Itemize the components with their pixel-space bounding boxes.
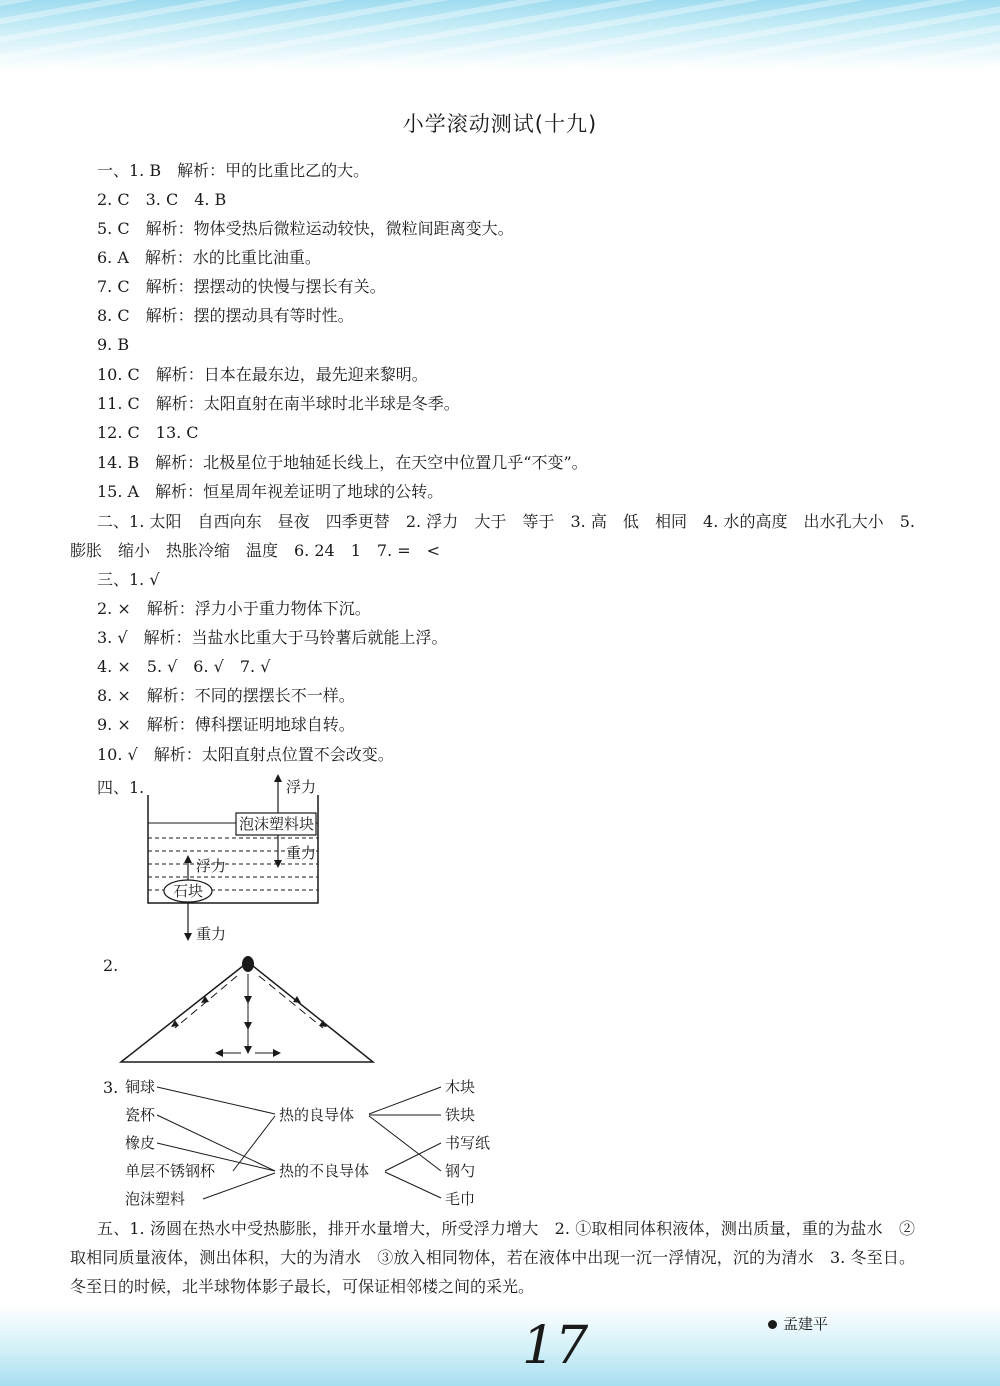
match-line bbox=[385, 1143, 441, 1171]
answer-line: 8. × 解析：不同的摆摆长不一样。 bbox=[97, 686, 355, 705]
answer-line: 14. B 解析：北极星位于地轴延长线上，在天空中位置几乎“不变”。 bbox=[97, 453, 588, 472]
left-item: 单层不锈钢杯 bbox=[125, 1162, 216, 1180]
answer-line: 15. A 解析：恒星周年视差证明了地球的公转。 bbox=[97, 482, 444, 501]
arrow-head bbox=[244, 996, 252, 1004]
arrow-head bbox=[201, 996, 209, 1003]
stone-label: 石块 bbox=[173, 882, 204, 900]
answer-line: 9. B bbox=[97, 335, 130, 354]
answer-line: 9. × 解析：傅科摆证明地球自转。 bbox=[97, 715, 355, 734]
arrow-head bbox=[244, 1046, 252, 1054]
right-item: 毛巾 bbox=[445, 1190, 476, 1208]
answer-line: 8. C 解析：摆的摆动具有等时性。 bbox=[97, 306, 354, 325]
right-item: 木块 bbox=[445, 1078, 476, 1096]
q4-2-label: 2. bbox=[103, 956, 119, 975]
match-line bbox=[369, 1116, 441, 1171]
left-item: 铜球 bbox=[125, 1078, 156, 1096]
section-5: 五、1. 汤圆在热水中受热膨胀，排开水量增大，所受浮力增大 2. ①取相同体积液体，测出质量，重的为盐水 ②取相同质量液体，测出体积，大的为清水 ③放入相同物体，若在液体中出现一沉一浮情况，沉的为清水 3. 冬至日。冬至日的时候，北半球物体影子最长，可保证相邻楼之间的采光。 bbox=[70, 1219, 915, 1296]
arrow-head bbox=[273, 1049, 281, 1057]
answer-line: 12. C 13. C bbox=[97, 423, 199, 442]
answer-line: 10. C 解析：日本在最东边，最先迎来黎明。 bbox=[97, 365, 428, 384]
answer-line: 4. × 5. √ 6. √ 7. √ bbox=[97, 657, 271, 676]
bottom-decorative-band bbox=[0, 1306, 1000, 1386]
section-2: 二、1. 太阳 自西向东 昼夜 四季更替 2. 浮力 大于 等于 3. 高 低 相同 4. 水的高度 出水孔大小 5. 膨胀 缩小 热胀冷缩 温度 6. 24 1 7. = < bbox=[70, 512, 915, 560]
answer-line: 3. √ 解析：当盐水比重大于马铃薯后就能上浮。 bbox=[97, 628, 448, 647]
q4-1-label: 四、1. bbox=[97, 778, 145, 797]
left-item: 橡皮 bbox=[125, 1134, 156, 1152]
page-number: 17 bbox=[522, 1316, 589, 1376]
stone-buoyancy-label: 浮力 bbox=[196, 857, 227, 875]
answer-line: 2. × 解析：浮力小于重力物体下沉。 bbox=[97, 599, 371, 618]
top-decorative-band bbox=[0, 0, 1000, 70]
bullet-icon bbox=[768, 1320, 777, 1329]
right-item: 铁块 bbox=[445, 1106, 476, 1124]
foam-buoyancy-label: 浮力 bbox=[286, 778, 317, 796]
heat-conduction-diagram bbox=[115, 950, 385, 1070]
left-item: 瓷杯 bbox=[125, 1106, 156, 1124]
answer-line: 5. C 解析：物体受热后微粒运动较快，微粒间距离变大。 bbox=[97, 219, 514, 238]
arrow-head bbox=[184, 855, 192, 863]
right-item: 书写纸 bbox=[445, 1134, 491, 1152]
middle-item: 热的良导体 bbox=[279, 1106, 355, 1124]
arrow-head bbox=[244, 1022, 252, 1030]
middle-item: 热的不良导体 bbox=[279, 1162, 370, 1180]
stone-gravity-label: 重力 bbox=[196, 925, 227, 943]
arrow-head bbox=[215, 1049, 223, 1057]
match-line bbox=[233, 1116, 275, 1171]
answer-line: 11. C 解析：太阳直射在南半球时北半球是冬季。 bbox=[97, 394, 460, 413]
left-item: 泡沫塑料 bbox=[125, 1190, 186, 1208]
match-line bbox=[369, 1087, 441, 1114]
page-title: 小学滚动测试(十九) bbox=[402, 112, 598, 136]
answer-line: 10. √ 解析：太阳直射点位置不会改变。 bbox=[97, 745, 394, 764]
match-line bbox=[385, 1172, 441, 1198]
publisher-name: 孟建平 bbox=[783, 1315, 829, 1333]
arrow-head bbox=[274, 774, 282, 782]
conduction-path-right bbox=[259, 976, 323, 1028]
foam-label: 泡沫塑料块 bbox=[239, 815, 315, 833]
foam-gravity-label: 重力 bbox=[286, 844, 317, 862]
answer-line: 三、1. √ bbox=[97, 570, 160, 589]
answer-line: 一、1. B 解析：甲的比重比乙的大。 bbox=[97, 161, 370, 180]
arrow-head bbox=[184, 933, 192, 941]
heat-source bbox=[242, 956, 254, 972]
right-item: 钢勺 bbox=[445, 1162, 476, 1180]
answer-line: 2. C 3. C 4. B bbox=[97, 190, 227, 209]
matching-diagram bbox=[115, 1072, 515, 1212]
answer-line: 6. A 解析：水的比重比油重。 bbox=[97, 248, 321, 267]
answer-line: 7. C 解析：摆摆动的快慢与摆长有关。 bbox=[97, 277, 386, 296]
q4-3-label: 3. bbox=[103, 1078, 119, 1097]
footer-publisher bbox=[768, 1313, 828, 1334]
buoyancy-diagram bbox=[140, 770, 340, 950]
match-line bbox=[157, 1087, 275, 1114]
